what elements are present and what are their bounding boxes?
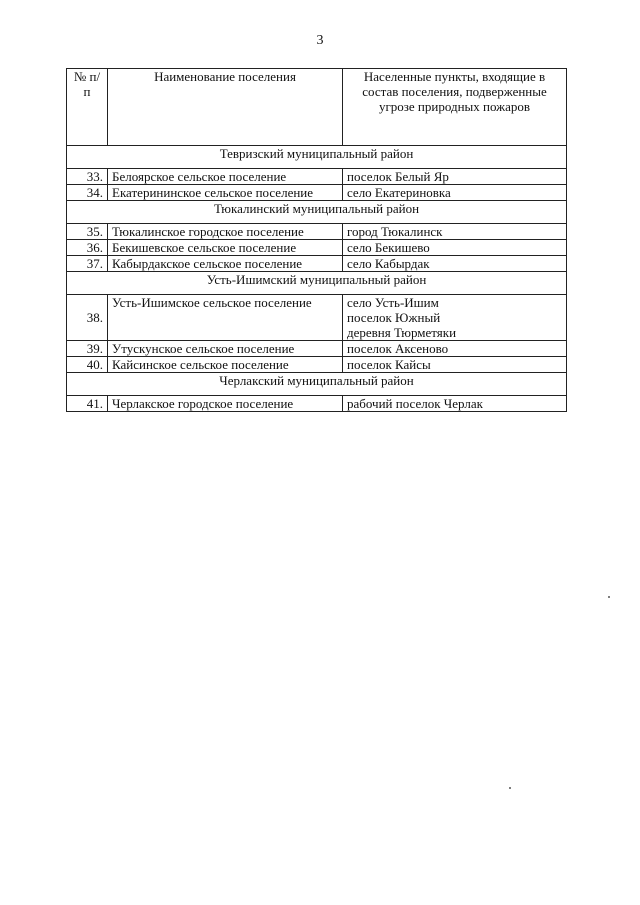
district-row [67,373,567,396]
settlement-name: Тюкалинское городское поселение [108,224,343,240]
settlement-name: Белоярское сельское поселение [108,169,343,185]
settlements-table [66,68,567,412]
populated-places [343,295,567,341]
populated-places [343,224,567,240]
table-row [67,256,567,272]
populated-places [343,341,567,357]
populated-place: поселок Аксеново [347,341,449,356]
row-number: 38. [67,295,108,341]
populated-places [343,357,567,373]
district-name: Усть-Ишимский муниципальный район [67,272,567,295]
scan-speck [509,787,511,789]
district-name: Черлакский муниципальный район [67,373,567,396]
row-number: 37. [67,256,108,272]
table-body [67,146,567,412]
table-row [67,240,567,256]
table-row [67,341,567,357]
populated-place: рабочий поселок Черлак [347,396,483,411]
populated-place: село Бекишево [347,240,430,255]
district-row [67,146,567,169]
settlement-name: Кайсинское сельское поселение [108,357,343,373]
table-header-row [67,69,567,146]
populated-place: город Тюкалинск [347,224,443,239]
scan-speck [608,596,610,598]
populated-places [343,185,567,201]
populated-places [343,256,567,272]
row-number: 40. [67,357,108,373]
row-number: 41. [67,396,108,412]
page-number: 3 [316,33,324,48]
populated-place: село Усть-Ишим [347,295,439,310]
header-number: № п/п [67,69,108,146]
row-number: 39. [67,341,108,357]
populated-place: поселок Белый Яр [347,169,449,184]
table-row [67,169,567,185]
populated-place: деревня Тюрметяки [347,325,457,340]
district-row [67,201,567,224]
header-settlement-name: Наименование поселения [108,69,343,146]
table-row [67,185,567,201]
settlement-name: Бекишевское сельское поселение [108,240,343,256]
populated-place: село Екатериновка [347,185,451,200]
district-name: Тевризский муниципальный район [67,146,567,169]
table-row [67,396,567,412]
settlement-name: Усть-Ишимское сельское поселение [108,295,343,341]
district-row [67,272,567,295]
table-row [67,224,567,240]
settlement-name: Черлакское городское поселение [108,396,343,412]
row-number: 33. [67,169,108,185]
settlement-name: Утускунское сельское поселение [108,341,343,357]
populated-place: поселок Кайсы [347,357,431,372]
populated-places [343,396,567,412]
row-number: 34. [67,185,108,201]
populated-place: село Кабырдак [347,256,430,271]
district-name: Тюкалинский муниципальный район [67,201,567,224]
settlement-name: Кабырдакское сельское поселение [108,256,343,272]
table-row [67,295,567,341]
settlement-name: Екатерининское сельское поселение [108,185,343,201]
header-populated-places: Населенные пункты, входящие в состав поселения, подверженные угрозе природных пожаров [343,69,567,146]
populated-places [343,240,567,256]
populated-place: поселок Южный [347,310,441,325]
populated-places [343,169,567,185]
row-number: 35. [67,224,108,240]
row-number: 36. [67,240,108,256]
table-row [67,357,567,373]
